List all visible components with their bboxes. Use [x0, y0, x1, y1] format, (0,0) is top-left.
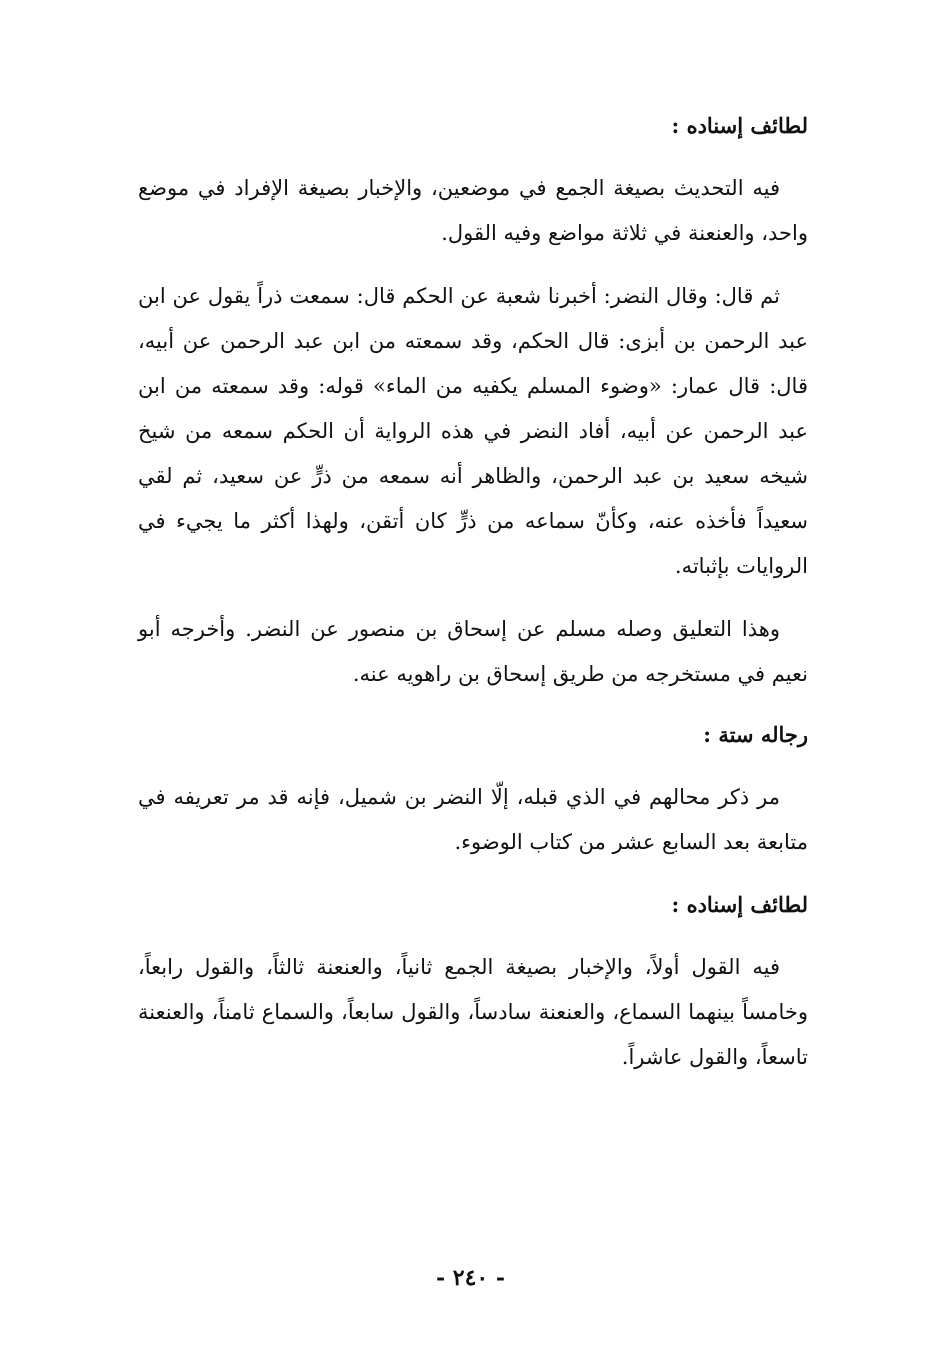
paragraph-nadr-narration: ثم قال: وقال النضر: أخبرنا شعبة عن الحكم قال: سمعت ذراً يقول عن ابن عبد الرحمن بن أبزى: قال الحكم، وقد سمعته من ابن عبد الرحمن عن أبيه، قال: قال عمار: «وضوء المسلم يكفيه من الماء» قوله: وقد سمعته من ابن عبد الرحمن عن أبيه، أفاد النضر في هذه الرواية أن الحكم سمعه من شيخ شيخه سعيد بن عبد الرحمن، والظاهر أنه سمعه من ذرٍّ عن سعيد، ثم لقي سعيداً فأخذه عنه، وكأنّ سماعه من ذرٍّ كان أتقن، ولهذا أكثر ما يجيء في الروايات بإثباته. [138, 284, 808, 578]
paragraph-isnad-features-2: فيه القول أولاً، والإخبار بصيغة الجمع ثانياً، والعنعنة ثالثاً، والقول رابعاً، وخامساً بينهما السماع، والعنعنة سادساً، والقول سابعاً، والسماع ثامناً، والعنعنة تاسعاً، والقول عاشراً. [138, 955, 808, 1069]
section-heading-isnad-2: لطائف إسناده : [671, 892, 808, 917]
section-heading-isnad-1: لطائف إسناده : [671, 113, 808, 138]
paragraph-isnad-features-1: فيه التحديث بصيغة الجمع في موضعين، والإخبار بصيغة الإفراد في موضع واحد، والعنعنة في ثلاثة مواضع وفيه القول. [138, 176, 808, 245]
section-heading-narrators: رجاله ستة : [703, 722, 808, 747]
paragraph-narrators: مر ذكر محالهم في الذي قبله، إلّا النضر بن شميل، فإنه قد مر تعريفه في متابعة بعد السابع عشر من كتاب الوضوء. [138, 785, 808, 854]
page-number: - ٢٤٠ - [435, 1265, 506, 1291]
paragraph-taliq: وهذا التعليق وصله مسلم عن إسحاق بن منصور عن النضر. وأخرجه أبو نعيم في مستخرجه من طريق إسحاق بن راهويه عنه. [138, 617, 808, 686]
page-body [138, 108, 808, 1080]
